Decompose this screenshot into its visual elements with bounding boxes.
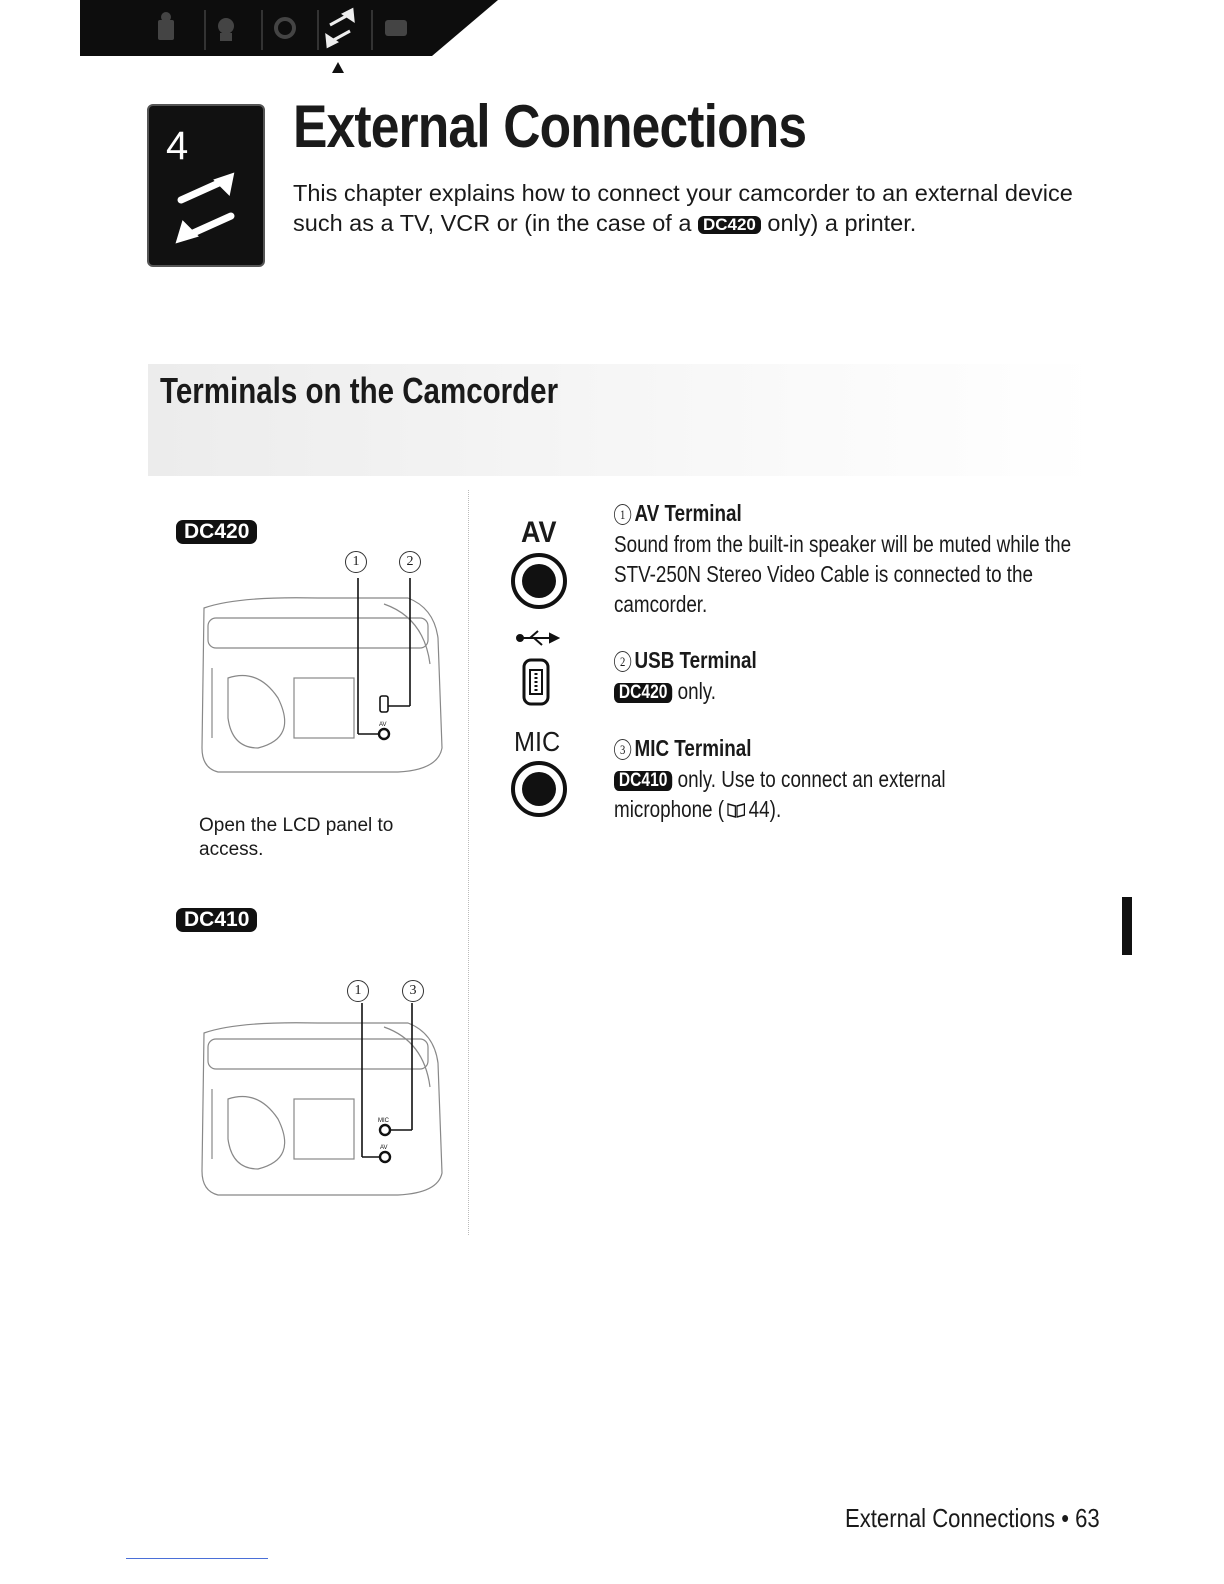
terminal-title: AV Terminal (634, 500, 742, 526)
callout-number: 2 (399, 551, 421, 573)
page-title: External Connections (293, 93, 807, 160)
terminal-heading (614, 500, 742, 527)
chapter-number-box (147, 104, 265, 267)
figure-model-badge (176, 520, 257, 544)
terminal-description: Sound from the built-in speaker will be muted while the STV-250N Stereo Video Cable is connected to the camcorder. (614, 531, 1072, 617)
camcorder-illustration (198, 1003, 448, 1198)
column-divider (468, 490, 469, 1235)
connection-arrows-icon (171, 170, 243, 248)
tools-icon (218, 18, 234, 41)
callout-number: 1 (347, 980, 369, 1002)
footer-title: External Connections (845, 1503, 1056, 1533)
terminal-text: only. Use to connect an external microphone ( (614, 766, 946, 822)
model-badge: DC420 (698, 216, 761, 234)
usb-icon (516, 628, 560, 708)
model-badge: DC410 (614, 771, 672, 791)
page-number: 63 (1075, 1503, 1100, 1533)
terminal-text: only. (677, 678, 717, 704)
terminal-number: 3 (614, 739, 631, 760)
callout-number: 3 (402, 980, 424, 1002)
intro-text-end: only) a printer. (767, 210, 917, 236)
chapter-number: 4 (166, 124, 189, 168)
page-footer (845, 1503, 1100, 1534)
av-terminal-label: AV (521, 516, 557, 549)
mic-terminal-label: MIC (514, 726, 561, 757)
model-badge: DC410 (176, 908, 257, 932)
terminal-number: 2 (614, 651, 631, 672)
intro-text-start: This chapter explains how to connect your camcorder to an external device such as a TV, VCR or (in the case of a (293, 180, 1073, 236)
usb-port-icon (380, 696, 388, 712)
terminal-title: MIC Terminal (634, 735, 752, 761)
terminal-title: USB Terminal (634, 647, 757, 673)
figure-caption: Open the LCD panel to access. (199, 815, 394, 860)
chapter-tab-bar (80, 0, 498, 56)
chapter-intro (293, 178, 1093, 238)
book-reference-icon (727, 801, 747, 819)
section-title: Terminals on the Camcorder (160, 370, 559, 411)
jack-label: AV (380, 1145, 388, 1151)
terminal-description (614, 764, 999, 824)
av-jack-icon (379, 729, 389, 739)
model-badge: DC420 (176, 520, 257, 544)
jack-label: MIC (378, 1118, 389, 1124)
chapter-edge-marker (1122, 897, 1132, 955)
camcorder-illustration (198, 578, 448, 778)
page-reference: 44 (748, 796, 770, 822)
terminal-description (614, 676, 1090, 706)
jack-label: AV (379, 722, 387, 728)
current-chapter-pointer (332, 62, 344, 73)
terminal-heading (614, 735, 752, 762)
figure-model-badge (176, 908, 257, 932)
footer-bullet: • (1061, 1503, 1069, 1533)
av-jack-icon (380, 1152, 390, 1162)
terminal-text-end: ). (769, 796, 782, 822)
terminal-number: 1 (614, 504, 631, 525)
av-jack-icon (510, 552, 568, 610)
callout-number: 1 (345, 551, 367, 573)
bottom-rule (126, 1558, 268, 1559)
mic-jack-icon (510, 760, 568, 818)
printer-icon (385, 20, 407, 36)
model-badge: DC420 (614, 683, 672, 703)
terminal-heading (614, 647, 757, 674)
mic-jack-icon (380, 1125, 390, 1135)
